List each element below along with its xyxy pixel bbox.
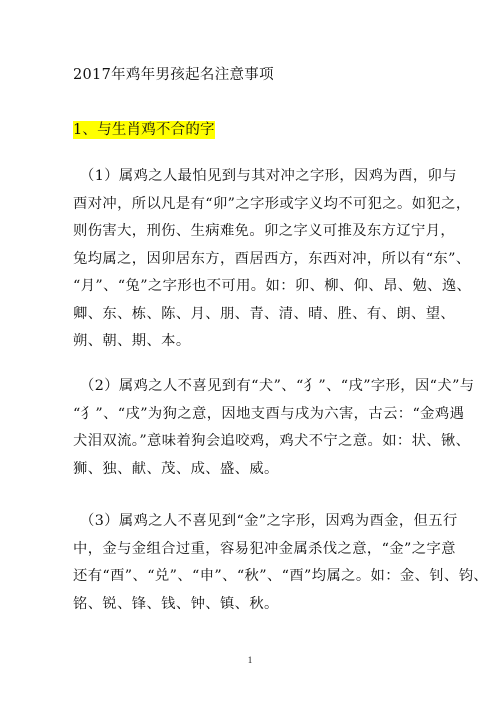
document-title: 2017年鸡年男孩起名注意事项 bbox=[73, 67, 274, 83]
page-number: 1 bbox=[247, 655, 253, 665]
paragraph-line: （3）属鸡之人不喜见到“金”之字形，因鸡为酉金，但五行 bbox=[80, 513, 458, 529]
section-heading-wrap bbox=[73, 118, 215, 139]
paragraph-line: 犬泪双流。”意味着狗会追咬鸡，鸡犬不宁之意。如：状、锹、 bbox=[73, 433, 471, 449]
paragraph-line: 则伤害大，刑伤、生病难免。卯之字义可推及东方辽宁月， bbox=[73, 223, 456, 239]
paragraph-line: 狮、独、献、茂、成、盛、威。 bbox=[73, 460, 279, 477]
paragraph-line: 铭、锐、锋、钱、钟、镇、秋。 bbox=[73, 595, 279, 612]
paragraph-line: （2）属鸡之人不喜见到有“犬”、“犭”、“戌”字形，因“犬”与 bbox=[80, 378, 475, 394]
section-heading-highlighted: 1、与生肖鸡不合的字 bbox=[73, 122, 215, 138]
paragraph-2 bbox=[73, 373, 475, 483]
paragraph-3 bbox=[73, 508, 489, 618]
paragraph-line: （1）属鸡之人最怕见到与其对冲之字形，因鸡为酉，卯与 bbox=[80, 168, 457, 184]
paragraph-line: “犭”、“戌”为狗之意，因地支酉与戌为六害，古云：“金鸡遇 bbox=[73, 405, 465, 422]
paragraph-line: “月”、“兔”之字形也不可用。如：卯、柳、仰、昂、勉、逸、 bbox=[73, 278, 472, 294]
paragraph-line: 朔、朝、期、本。 bbox=[73, 333, 191, 349]
paragraph-line: 还有“酉”、“兑”、“申”、“秋”、“酉”均属之。如：金、钊、钧、 bbox=[73, 568, 489, 584]
paragraph-line: 卿、东、栋、陈、月、朋、青、清、晴、胜、有、朗、望、 bbox=[73, 305, 456, 322]
paragraph-line: 兔均属之，因卯居东方，酉居西方，东西对冲，所以有“东”、 bbox=[73, 250, 471, 267]
paragraph-line: 中，金与金组合过重，容易犯冲金属杀伐之意，“金”之字意 bbox=[73, 540, 456, 557]
paragraph-1 bbox=[73, 163, 472, 356]
paragraph-line: 酉对冲，所以凡是有“卯”之字形或字义均不可犯之。如犯之， bbox=[73, 195, 471, 212]
